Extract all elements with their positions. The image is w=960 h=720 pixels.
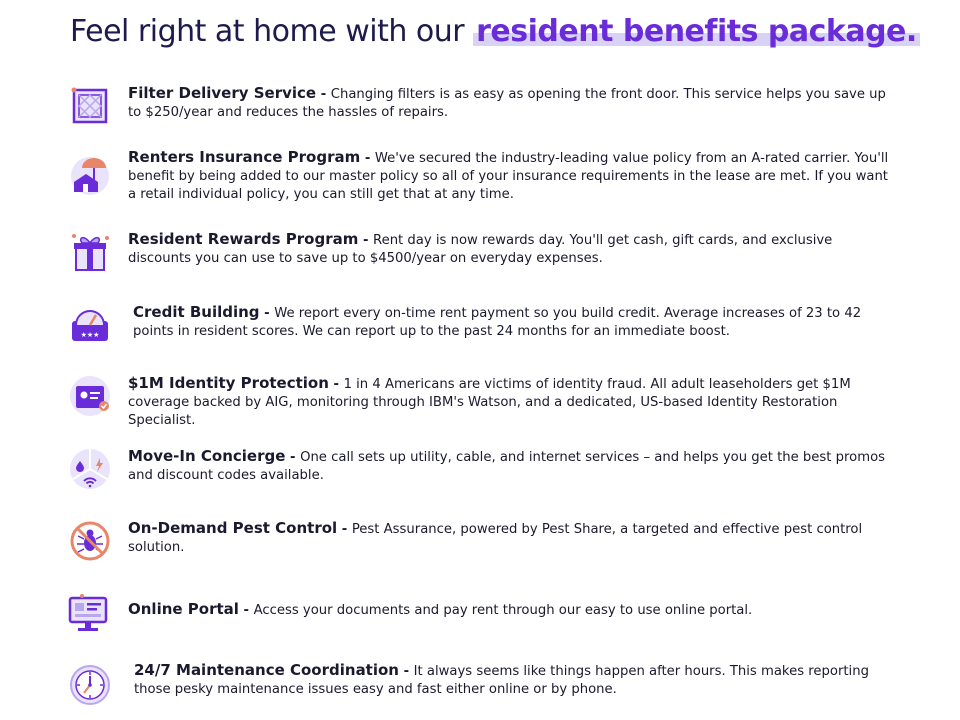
computer-portal-icon [66,592,110,636]
benefit-separator: - [337,522,352,537]
benefit-separator: - [238,603,254,618]
utilities-icon [68,447,112,491]
id-badge-icon [68,374,112,418]
heading-highlight: resident benefits package. [473,14,920,49]
benefit-text [128,600,898,620]
benefit-description: One call sets up utility, cable, and internet services – and helps you get the best promos and discount codes available. [128,450,886,483]
benefit-description: It always seems like things happen after hours. This makes reporting those pesky maintenance issues easy and fast either online or by phone. [134,664,869,697]
benefit-text [128,447,898,485]
benefit-separator: - [358,233,374,248]
credit-gauge-icon [68,303,112,347]
benefit-title: Renters Insurance Program [128,148,361,166]
benefit-title: $1M Identity Protection [128,374,329,392]
heading-prefix: Feel right at home with our [70,14,474,49]
benefit-separator: - [328,377,344,392]
benefit-separator: - [259,306,275,321]
benefit-text [133,303,893,341]
benefit-title: Resident Rewards Program [128,230,359,248]
benefit-description: Pest Assurance, powered by Pest Share, a targeted and effective pest control solution. [128,522,863,555]
no-bug-icon [68,519,112,563]
benefit-description: Rent day is now rewards day. You'll get cash, gift cards, and exclusive discounts you can use to save up to $4500/year on everyday expenses. [128,233,833,266]
benefit-title: Move-In Concierge [128,447,286,465]
umbrella-house-icon [68,152,112,196]
benefit-separator: - [285,450,301,465]
benefit-separator: - [316,87,331,102]
page-heading [70,14,920,49]
benefit-title: Credit Building [133,303,260,321]
benefit-title: On-Demand Pest Control [128,519,338,537]
benefit-separator: - [398,664,414,679]
benefit-description: 1 in 4 Americans are victims of identity fraud. All adult leaseholders get $1M coverage backed by AIG, monitoring through IBM's Watson, and a dedicated, US-based Identity Restoration Specialist. [128,377,851,428]
benefit-text [128,374,908,430]
benefit-title: Online Portal [128,600,239,618]
clock-icon [68,663,112,707]
benefit-separator: - [360,151,375,166]
benefit-description: Changing filters is as easy as opening the front door. This service helps you save up to $250/year and reduces the hassles of repairs. [128,87,886,120]
svg-text:★★★: ★★★ [80,331,100,339]
benefit-description: Access your documents and pay rent through our easy to use online portal. [253,603,753,618]
benefit-text [128,148,898,204]
benefit-text [128,230,898,268]
benefit-text [128,84,898,122]
gift-icon [68,230,112,274]
benefit-title: Filter Delivery Service [128,84,317,102]
benefit-text [128,519,898,557]
filter-icon [68,84,112,128]
benefit-description: We've secured the industry-leading value policy from an A-rated carrier. You'll benefit by being added to our master policy so all of your insurance requirements in the lease are met. If you want a retail individual policy, you can still get that at any time. [128,151,889,202]
benefit-text [134,661,894,699]
benefit-title: 24/7 Maintenance Coordination [134,661,399,679]
benefit-description: We report every on-time rent payment so you build credit. Average increases of 23 to 42 points in resident scores. We can report up to the past 24 months for an immediate boost. [133,306,862,339]
